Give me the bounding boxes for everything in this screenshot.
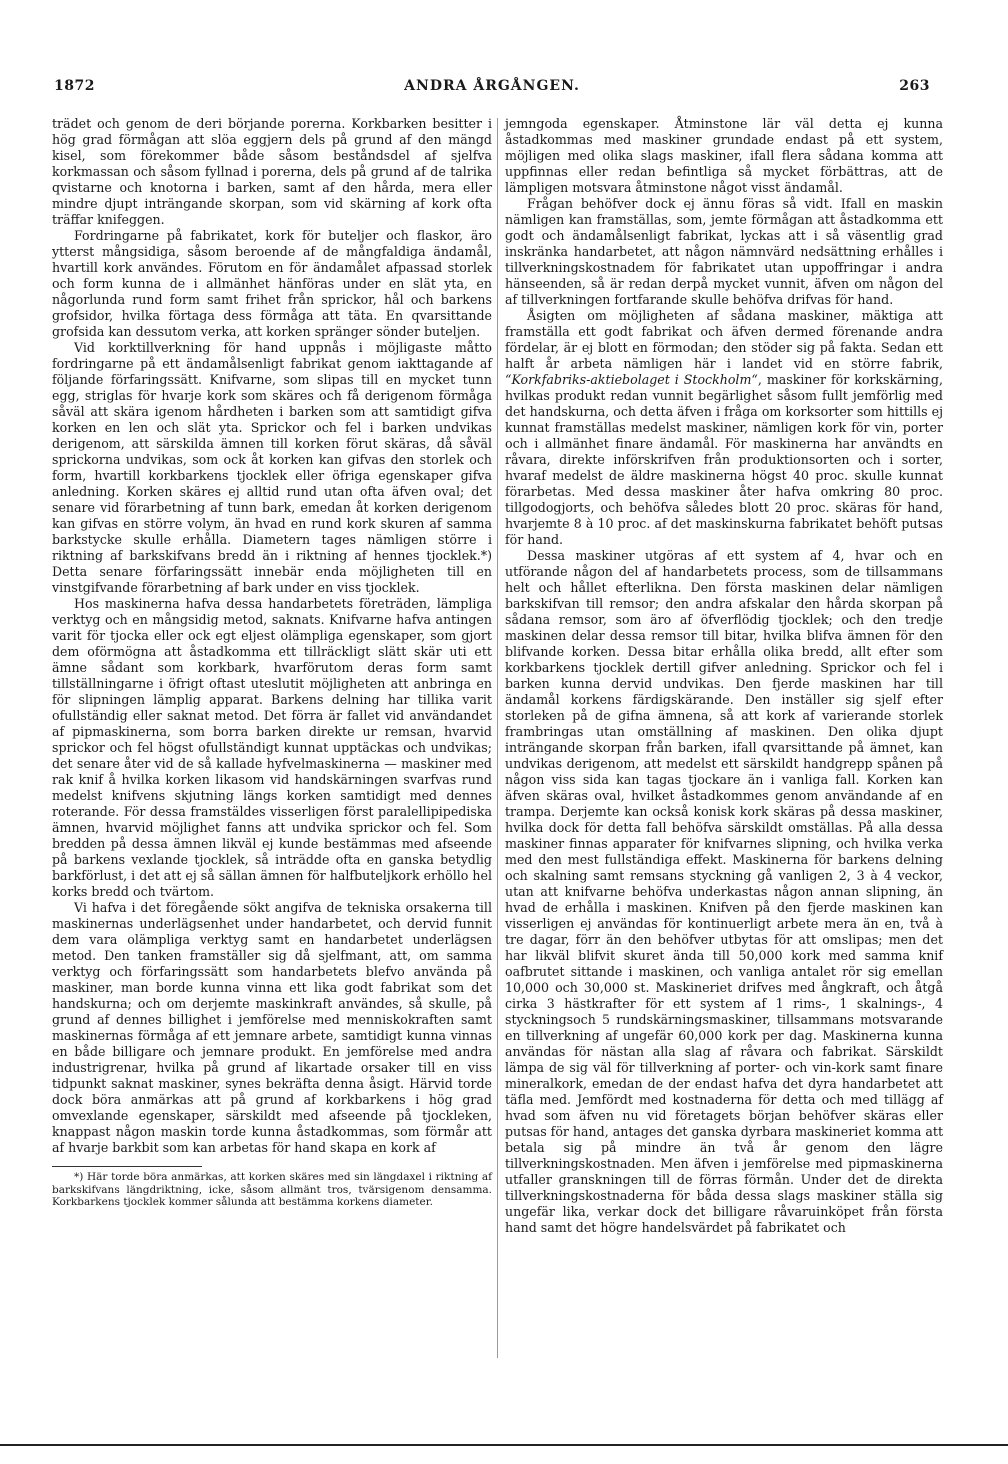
right-paragraph-4: Dessa maskiner utgöras af ett system af 4, hvar och en utförande någon del af handarbetets process, som de tillsammans helt och hållet efterlikna. Den första maskinen delar nämligen barkskifvan till remsor; den andra afskalar den hårda skorpan på sådana remsor, som äro af öfverflödig tjocklek; och den tredje maskinen delar dessa remsor till bitar, hvilka blifva ämnen för den blifvande korken. Dessa bitar erhålla olika bredd, allt efter som korkbarkens tjocklek dertill gifver anledning. Sprickor och fel i barken kunna dervid undvikas. Den fjerde maskinen har till ändamål korkens färdigskärande. Den inställer sig sjelf efter storleken på de gifna ämnena, så att kork af varierande storlek frambringas utan omställning af maskinen. Den olika djupt inträngande skorpan från barken, ifall qvarsittande på ämnet, kan undvikas derigenom, att medelst ett särskildt handgrepp spånen på någon viss sida kan tagas tjockare än i vanliga fall. Korken kan äfven skäras oval, hvilket åstadkommes genom användande af en trampa. Derjemte kan också konisk kork skäras på dessa maskiner, hvilka dock för detta fall behöfva särskildt omställas. På alla dessa maskiner finnas apparater för knifvarnes slipning, och hvilka verka med den mest fullständiga effekt. Maskinerna för barkens delning och skalning samt remsans styckning gå vanligen 2, 3 à 4 veckor, utan att knifvarne behöfva underkastas någon annan slipning, än hvad de erhålla i maskinen. Knifven på den fjerde maskinen kan visserligen ej användas för kontinuerligt arbete mera än en, två à tre dagar, förr än den behöfver utbytas för att omslipas; men det har likväl blifvit skuret ända till 50,000 kork med samma knif oafbrutet sittande i maskinen, och vanliga antalet rör sig emellan 10,000 och 30,000 st. Maskineriet drifves med ångkraft, och åtgå cirka 3 hästkrafter för ett system af 1 rims-, 1 skalnings-, 4 styckningsoch 5 rundskärningsmaskiner, tillsammans motsvarande en tillverkning af ungefär 60,000 kork per dag. Maskinerna kunna användas för nästan alla slag af råvara och fabrikat. Särskildt lämpa de sig väl för tillverkning af porter- och vin-kork samt finare mineralkork, emedan de der endast hafva det dyra handarbetet att täfla med. Jemfördt med kostnaderna för detta och med tillägg af hvad som äfven nu vid företagets början behöfver skäras eller putsas för hand, antages det ganska dyrbara maskineriet komma att betala sig på mindre än två år genom den lägre tillverkningskostnaden. Men äfven i jemförelse med pipmaskinerna utfaller granskningen till de förras förmån. Under det de direkta tillverkningskostnaderna för båda dessa slags maskiner ställa sig ungefär lika, verkar dock det billigare råvaruinköpet från första hand samt det högre handelsvärdet på fabrikatet och: [505, 548, 944, 1235]
left-paragraph-1: trädet och genom de deri börjande porerna. Korkbarken besitter i hög grad förmågan att slöa eggjern dels på grund af den mängd kisel, som förekommer både såsom beståndsdel af sjelfva korkmassan och såsom fyllnad i porerna, dels på grund af de talrika qvistarne och knotorna i barken, samt af den hårda, mera eller mindre djupt inträngande skorpan, som vid skärning af kork ofta träffar knifeggen.: [52, 116, 492, 227]
right-paragraph-2: Frågan behöfver dock ej ännu föras så vidt. Ifall en maskin nämligen kan framställas, som, jemte förmågan att åstadkomma ett godt och ändamålsenligt fabrikat, lyckas att i så väsentlig grad inskränka handarbetet, att någon nämnvärd nedsättning erhålles i tillverkningskostnadem för fabrikatet utan uppoffringar i andra hänseenden, så är redan derpå mycket vunnit, äfven om någon del af tillverkningen fortfarande skulle behöfva drifvas för hand.: [505, 196, 943, 307]
right-paragraph-3-end: , maskiner för korkskärning, hvilkas produkt redan vunnit begärlighet såsom fullt jemförlig med det handskurna, och detta äfven i fråga om korksorter som hittills ej kunnat framställas medelst maskiner, nämligen kork för vin, porter och i allmänhet finare ändamål. För maskinerna har användts en råvara, direkte införskrifven från produktionsorten och i sorter, hvaraf medelst de äldre maskinerna högst 40 proc. skulle kunnat förarbetas. Med dessa maskiner åter hafva omkring 80 proc. tillgodogjorts, och behöfva således blott 20 proc. skäras för hand, hvarjemte 8 à 10 proc. af det maskinskurna fabrikatet behöft putsas för hand.: [505, 372, 943, 547]
right-column: [505, 116, 943, 1236]
left-column: [52, 116, 492, 1209]
footnote-divider: [52, 1166, 202, 1167]
column-divider: [497, 118, 498, 1358]
bottom-edge-rule: [0, 1444, 1008, 1446]
left-paragraph-2: Fordringarne på fabrikatet, kork för buteljer och flaskor, äro ytterst mångsidiga, såsom beroende af de mångfaldiga ändamål, hvartill kork användes. Förutom en för ändamålet afpassad storlek och form kunna de i allmänhet hänföras under en slät yta, en någorlunda rund form samt frihet från sprickor, hål och barkens grofsidor, hvilka förtaga dess förmåga att täta. En qvarsittande grofsida kan dessutom verka, att korken spränger sönder buteljen.: [52, 228, 492, 339]
left-paragraph-3: Vid korktillverkning för hand uppnås i möjligaste måtto fordringarne på ett ändamålsenligt fabrikat genom iakttagande af följande förfaringssätt. Knifvarne, som slipas till en mycket tunn egg, striglas för hvarje kork som skäres och få derigenom förmåga såväl att skära igenom hårdheten i barken som att samtidigt gifva korken en len och slät yta. Sprickor och fel i barken undvikas derigenom, att särskilda ämnen till korken förut skäras, då såväl sprickorna undvikas, som ock åt korken kan gifvas den storlek och form, hvartill korkbarkens tjocklek eller öfriga egenskaper gifva anledning. Korken skäres ej alltid rund utan ofta äfven oval; det senare vid förarbetning af tunn bark, emedan åt korken derigenom kan gifvas en större volym, än hvad en rund kork skuren af samma barkstycke skulle erhålla. Diametern tages nämligen större i riktning af barkskifvans bredd än i riktning af hennes tjocklek.*) Detta senare förfaringssätt innebär enda möjligheten till en vinstgifvande förarbetning af bark under en viss tjocklek.: [52, 340, 492, 595]
header-title: ANDRA ÅRGÅNGEN.: [404, 78, 580, 94]
right-paragraph-1: jemngoda egenskaper. Åtminstone lär väl detta ej kunna åstadkommas med maskiner grundade endast på ett system, möjligen med olika slags maskiner, ifall flera sådana komma att uppfinnas eller redan befintliga så mycket förbättras, att de lämpligen motsvara åtminstone något visst ändamål.: [505, 116, 943, 195]
right-paragraph-3: [505, 308, 943, 548]
footnote: *) Här torde böra anmärkas, att korken skäres med sin längdaxel i riktning af barkskifvans längdriktning, icke, såsom allmänt tros, tvärsigenom densamma. Korkbarkens tjocklek kommer sålunda att bestämma korkens diameter.: [52, 1171, 492, 1208]
company-name: “Korkfabriks-aktiebolaget i Stockholm“: [505, 372, 758, 387]
left-paragraph-5: Vi hafva i det föregående sökt angifva de tekniska orsakerna till maskinernas underlägsenhet under handarbetet, och dervid funnit dem vara olämpliga verktyg samt en handarbetet underlägsen metod. Den tanken framställer sig då sjelfmant, att, om samma verktyg och förfaringssätt som handarbetets blefvo använda på maskiner, man borde kunna vinna ett lika godt fabrikat som det handskurna; och om derjemte maskinkraft användes, så skulle, på grund af dennes billighet i jemförelse med menniskokraften samt maskinernas förmåga af ett jemnare arbete, samtidigt kunna vinnas en både billigare och jemnare produkt. En jemförelse med andra industrigrenar, hvilka på grund af likartade orsaker till en viss tidpunkt saknat maskiner, synes bekräfta denna åsigt. Härvid torde dock böra anmärkas att på grund af korkbarkens i hög grad omvexlande egenskaper, särskildt med afseende på tjockleken, knappast någon maskin torde kunna åstadkommas, som förmår att af hvarje barkbit som kan arbetas för hand skapa en kork af: [52, 900, 492, 1155]
header-page-number: 263: [899, 78, 930, 94]
left-paragraph-4: Hos maskinerna hafva dessa handarbetets företräden, lämpliga verktyg och en mångsidig metod, saknats. Knifvarne hafva antingen varit för tjocka eller ock egt eljest olämpliga egenskaper, som gjort dem oförmögna att åstadkomma ett tillräckligt slätt skär uti ett ämne sådant som korkbark, hvarförutom deras form samt tillställningarne i öfrigt oftast uteslutit möjligheten att anbringa en för slipningen lämplig apparat. Barkens delning har tillika varit ofullständig eller saknat metod. Det förra är fallet vid användandet af pipmaskinerna, som borra barken direkte ur remsan, hvarvid sprickor och fel högst ofullständigt kunnat upptäckas och undvikas; det senare åter vid de så kallade hyfvelmaskinerna — maskiner med rak knif å hvilka korken likasom vid handskärningen svarfvas rund medelst knifvens skjutning längs korken samtidigt med dennes roterande. För dessa framstäldes visserligen först paralellipipediska ämnen, hvarvid möjlighet fanns att undvika sprickor och fel. Som bredden på dessa ämnen likväl ej kunde bestämmas med afseende på barkens vexlande tjocklek, så inträdde ofta en ganska betydlig barkförlust, i det att ej så sällan ämnen för halfbuteljkork erhöllo hel korks bredd och tvärtom.: [52, 596, 492, 899]
header-year: 1872: [54, 78, 95, 94]
right-paragraph-3-start: Åsigten om möjligheten af sådana maskiner, mäktiga att framställa ett godt fabrikat och äfven dermed förenande andra fördelar, är ej blott en förmodan; den stöder sig på fakta. Sedan ett halft år arbeta nämligen här i landet vid en större fabrik,: [505, 308, 943, 371]
page-header: [54, 78, 930, 102]
